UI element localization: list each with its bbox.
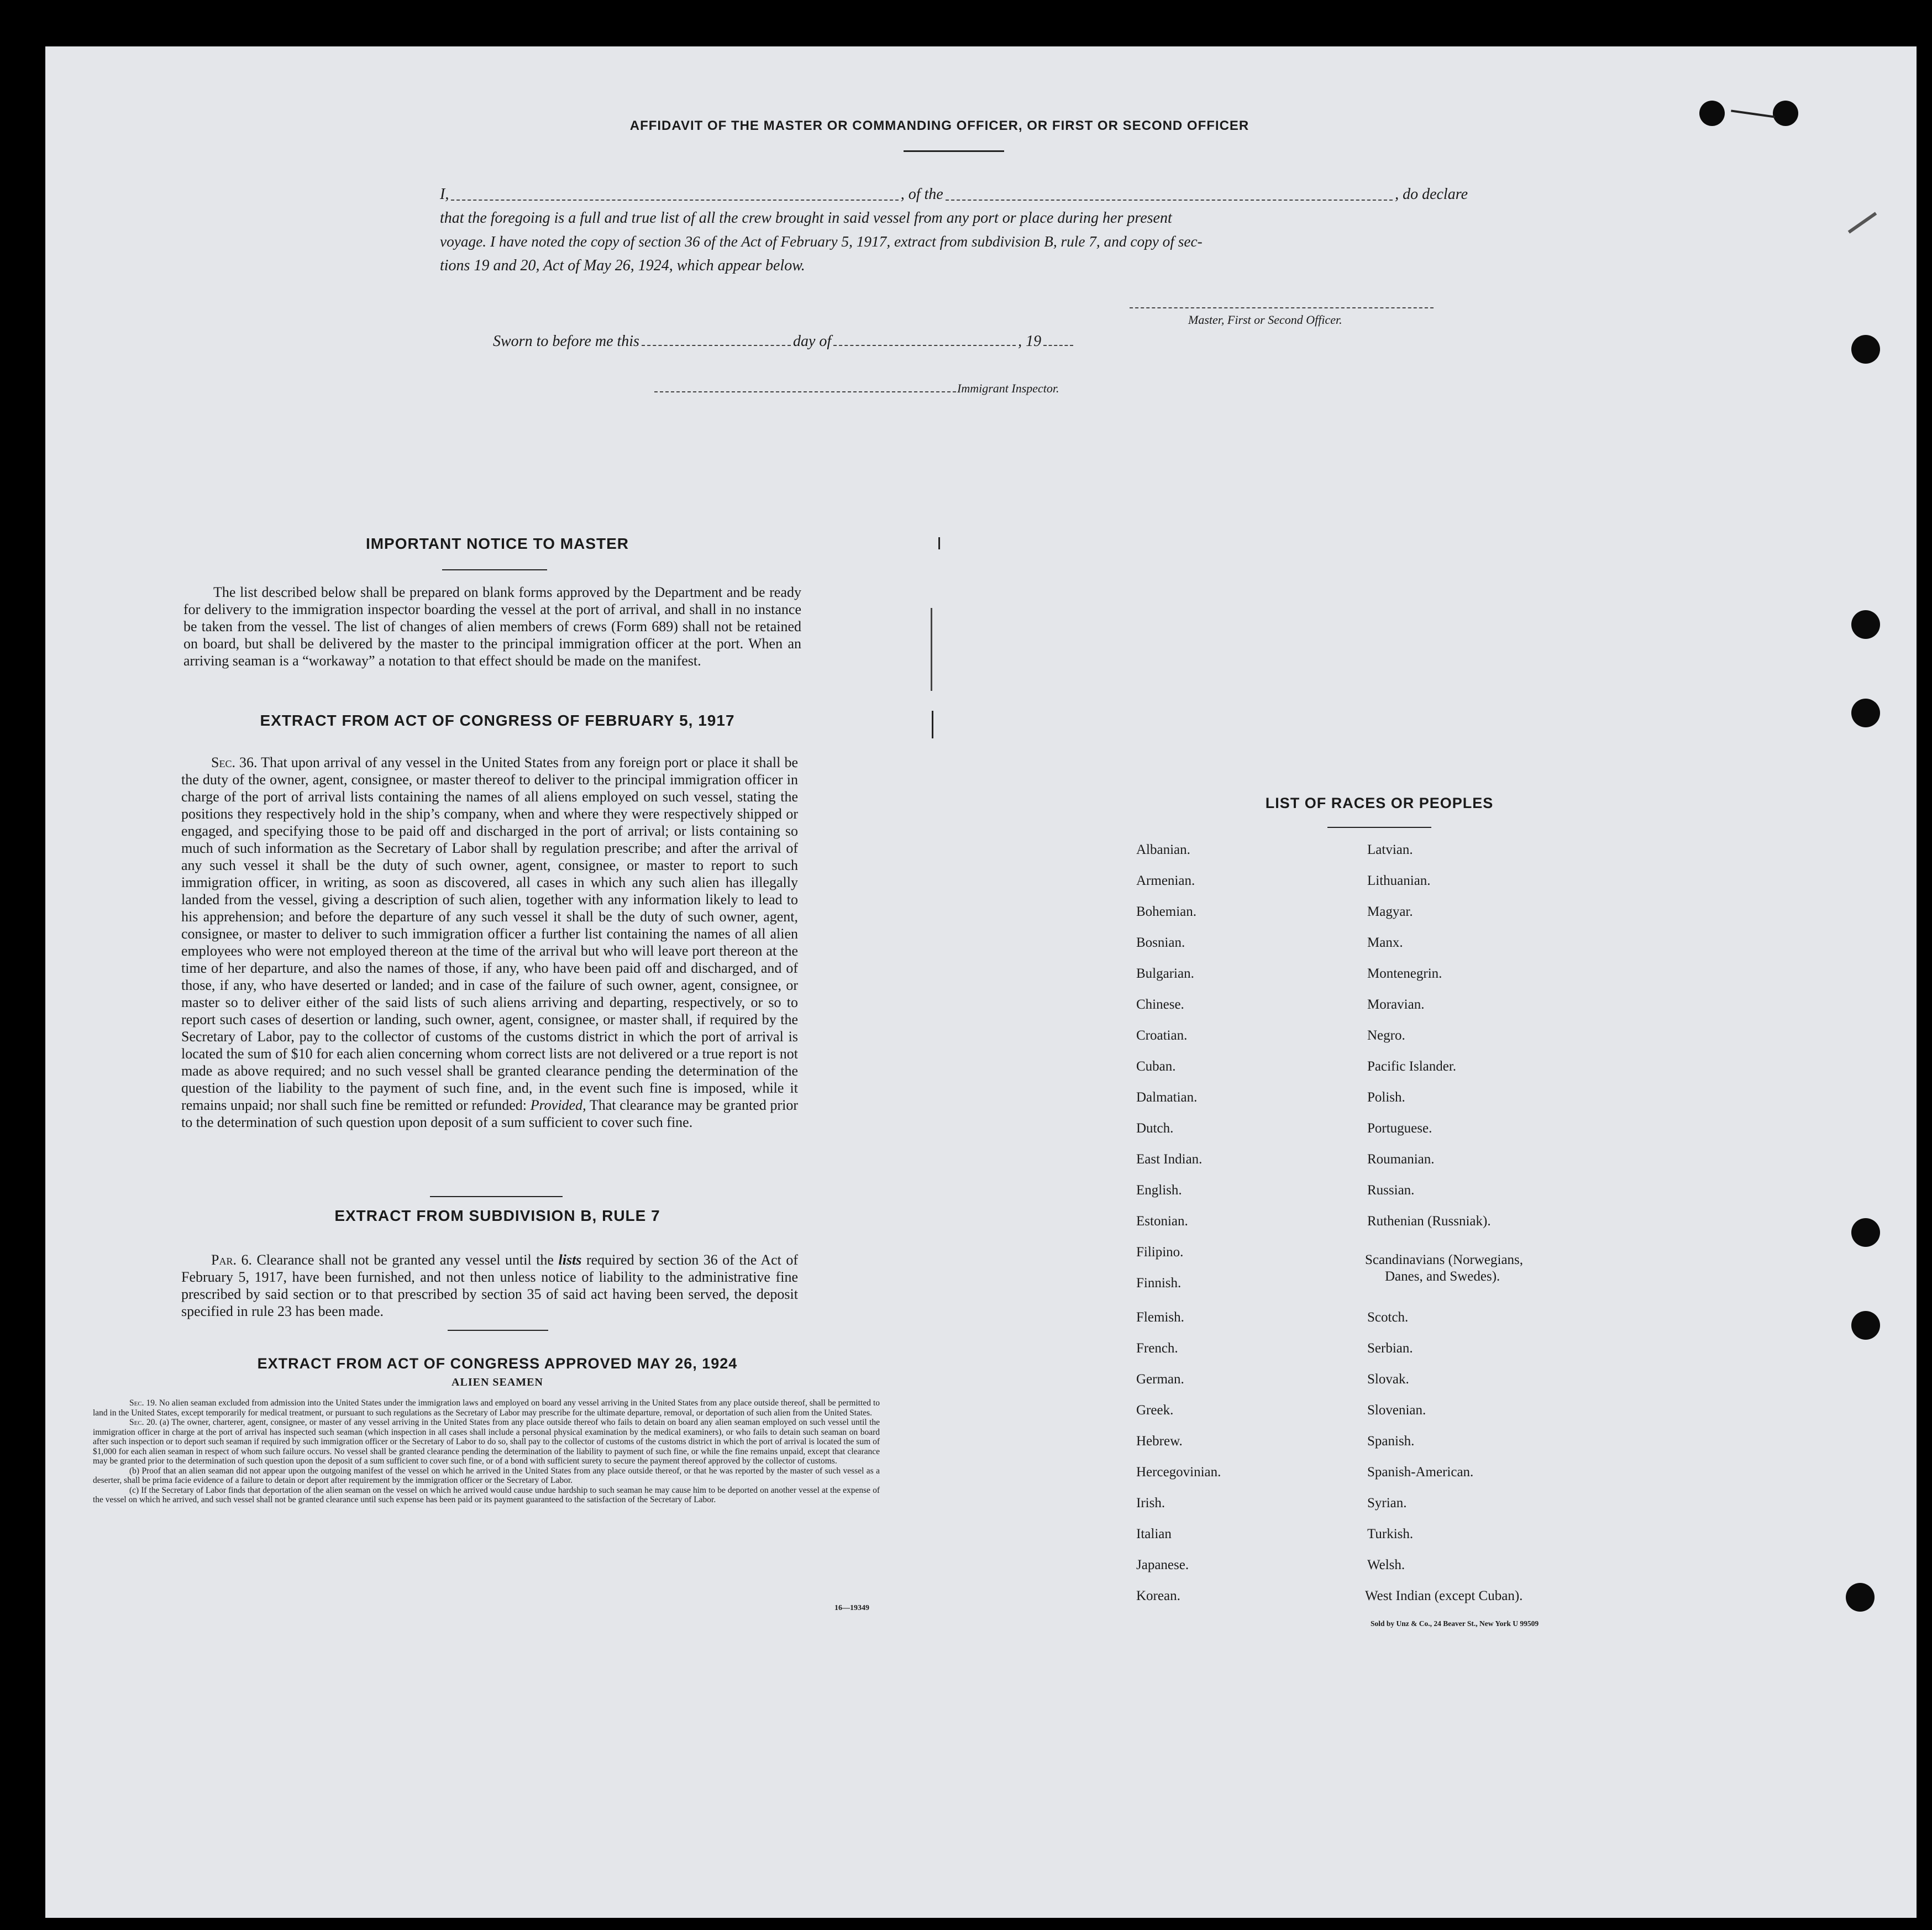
provided-word: Provided,: [530, 1097, 586, 1113]
sworn-year-field[interactable]: [1043, 333, 1073, 346]
sec-36-text-end: That clearance may be granted prior to the determination of such question upon deposit of a sum sufficient to cover such fine.: [181, 1097, 798, 1130]
par-6-text-b: required by section 36 of the Act of February 5, 1917, have been furnished, and not then unless notice of liability to the administrative fine prescribed by said section or to that prescribed by section 35 of said act having been served, the deposit specified in rule 23 has been made.: [181, 1252, 799, 1319]
sec-20b-text: (b) Proof that an alien seaman did not appear upon the outgoing manifest of the vessel on which he arrived in the United States from any place outside thereof, or that he was reported by the master of such vessel as a deserter, shall be prima facie evidence of a failure to detain or deport after requirement by the immigration officer or the Secretary of Labor.: [93, 1466, 880, 1485]
race-item: Spanish-American.: [1367, 1465, 1474, 1480]
race-item: Turkish.: [1367, 1527, 1414, 1541]
par-6-label: Par. 6.: [211, 1252, 252, 1268]
race-item: Flemish.: [1136, 1310, 1184, 1325]
form-number: 16—19349: [834, 1604, 869, 1612]
race-item: Estonian.: [1136, 1214, 1188, 1229]
par-6-text-a: Clearance shall not be granted any vessel until the: [256, 1252, 554, 1268]
vessel-name-field[interactable]: [946, 182, 1393, 201]
race-item: East Indian.: [1136, 1152, 1203, 1167]
race-item: Negro.: [1367, 1028, 1405, 1043]
race-item: Albanian.: [1136, 842, 1190, 857]
affidavit-statement: [440, 182, 1468, 277]
race-item: Finnish.: [1136, 1276, 1182, 1291]
sworn-prefix: Sworn to before me this: [493, 333, 639, 350]
race-item: English.: [1136, 1183, 1182, 1198]
printer-imprint: Sold by Unz & Co., 24 Beaver St., New York U 99509: [1371, 1619, 1539, 1628]
sec-20a-text: (a) The owner, charterer, agent, consignee, or master of any vessel arriving in the United States from any place outside thereof who fails to detain on board any alien seaman employed on such vessel until the immigration officer in charge at the port of arrival has inspected such seaman (which inspection in all cases shall include a personal physical examination by the medical examiners), or who fails to detain such seaman on board after such inspection or to deport such seaman if required by such immigration officer or the Secretary of Labor to do so, shall pay to the collector of customs of the customs district in which the port of arrival is located the sum of $1,000 for each alien seaman in respect of whom such failure occurs. No vessel shall be granted clearance pending the determination of the liability to payment of such fine, or while the fine remains unpaid, except that clearance may be granted prior to the determination of such question upon the deposit of a sum sufficient to cover such fine, or of a bond with sufficient surety to secure the payment thereof approved by the collector of customs.: [93, 1418, 880, 1466]
sworn-month-field[interactable]: [833, 333, 1016, 346]
alien-seamen-subtitle: ALIEN SEAMEN: [452, 1376, 543, 1388]
race-item: Danes, and Swedes).: [1385, 1269, 1500, 1284]
sec-19-label: Sec. 19.: [129, 1398, 157, 1408]
title-underline: [904, 150, 1004, 152]
extract-1917-title: EXTRACT FROM ACT OF CONGRESS OF FEBRUARY 5, 1917: [260, 712, 735, 729]
race-item: Latvian.: [1367, 842, 1413, 857]
punch-hole: [1773, 101, 1798, 126]
race-item: Spanish.: [1367, 1434, 1415, 1449]
punch-hole: [1851, 1311, 1880, 1340]
race-item: Bohemian.: [1136, 904, 1197, 919]
sec-36-label: Sec. 36.: [211, 754, 258, 770]
race-item: Russian.: [1367, 1183, 1415, 1198]
section-divider: [430, 1196, 563, 1197]
race-item: Serbian.: [1367, 1341, 1413, 1356]
master-caption: Master, First or Second Officer.: [1188, 313, 1342, 327]
punch-hole: [1846, 1583, 1875, 1612]
sworn-line: [493, 333, 1151, 350]
races-underline: [1327, 827, 1431, 828]
sec-36-text: That upon arrival of any vessel in the United States from any foreign port or place it shall be the duty of the owner, agent, consignee, or master thereof to deliver to the principal immigration officer in charge of the port of arrival lists containing the names of all aliens employed on such vessel, stating the positions they respectively hold in the ship’s company, when and where they were respectively shipped or engaged, and specifying those to be paid off and discharged in the port of arrival; or lists containing so much of such information as the Secretary of Labor shall by regulation prescribe; and after the arrival of any such vessel it shall be the duty of such owner, agent, consignee, or master to report to such immigration officer, in writing, as soon as discovered, all cases in which any such alien has illegally landed from the vessel, giving a description of such alien, together with any information likely to lead to his apprehension; and before the departure of any such vessel it shall be the duty of such owner, agent, consignee, or master to deliver to such immigration officer a further list containing the names of all alien employees who were not employed thereon at the time of the arrival but who will leave port thereon at the time of her departure, and also the names of those, if any, who have been paid off and discharged, and of those, if any, who have deserted or landed; and in case of the failure of such owner, agent, consignee, or master so to deliver either of the said lists of such aliens arriving and departing, respectively, or so to report such cases of desertion or landing, such owner, agent, consignee, or master shall, if required by the Secretary of Labor, pay to the collector of customs of the customs district in which the port of arrival is located the sum of $10 for each alien concerning whom correct lists are not delivered or a true report is not made as above required; and no such vessel shall be granted clearance pending the determination of the question of the liability to the payment of such fine, and, in the event such fine is imposed, while it remains unpaid; nor shall such fine be remitted or refunded:: [181, 754, 798, 1113]
extract-1924-body: [93, 1398, 880, 1505]
extract-1917-body: [181, 754, 798, 1131]
race-item: Syrian.: [1367, 1496, 1407, 1511]
notice-title: IMPORTANT NOTICE TO MASTER: [365, 535, 629, 552]
race-item: Greek.: [1136, 1403, 1174, 1418]
affidavit-line-2: that the foregoing is a full and true list of all the crew brought in said vessel from any port or place during her present: [440, 209, 1172, 227]
race-item: Hebrew.: [1136, 1434, 1183, 1449]
race-item: Korean.: [1136, 1588, 1180, 1603]
rule7-title: EXTRACT FROM SUBDIVISION B, RULE 7: [334, 1207, 660, 1224]
extract-1924-title: EXTRACT FROM ACT OF CONGRESS APPROVED MAY 26, 1924: [257, 1355, 738, 1372]
inspector-signature-line[interactable]: [654, 391, 956, 392]
punch-hole: [1699, 101, 1725, 126]
race-item: Portuguese.: [1367, 1121, 1432, 1136]
lists-word: lists: [558, 1252, 582, 1268]
fold-mark: [931, 608, 932, 691]
punch-hole: [1851, 610, 1880, 639]
race-item: Dalmatian.: [1136, 1090, 1198, 1105]
affidavit-title: AFFIDAVIT OF THE MASTER OR COMMANDING OFFICER, OR FIRST OR SECOND OFFICER: [629, 118, 1250, 133]
race-item: Armenian.: [1136, 873, 1195, 888]
sec-19-text: No alien seaman excluded from admission into the United States under the immigration laws and employed on board any vessel arriving in the United States from any place outside thereof, shall be permitted to land in the United States, except temporarily for medical treatment, or pursuant to such regulations as the Secretary of Labor may prescribe for the ultimate departure, removal, or deportation of such alien from the United States.: [93, 1398, 880, 1418]
races-title: LIST OF RACES OR PEOPLES: [1265, 795, 1494, 811]
race-item: Croatian.: [1136, 1028, 1188, 1043]
rule7-body: [181, 1251, 798, 1320]
race-item: Montenegrin.: [1367, 966, 1442, 981]
race-item: Filipino.: [1136, 1245, 1184, 1260]
notice-body: The list described below shall be prepared on blank forms approved by the Department and be ready for delivery to the immigration inspector boarding the vessel at the port of arrival, and shall in no instance be taken from the vessel. The list of changes of alien members of crews (Form 689) shall not be retained on board, but shall be delivered by the master to the principal immigration officer at the port. When an arriving seaman is a “workaway” a notation to that effect should be made on the manifest.: [183, 584, 801, 669]
race-item: Manx.: [1367, 935, 1403, 950]
race-item: French.: [1136, 1341, 1178, 1356]
vessel-prefix: , of the: [900, 186, 943, 203]
race-item: Scotch.: [1367, 1310, 1409, 1325]
race-item: Scandinavians (Norwegians,: [1365, 1252, 1524, 1267]
notice-underline: [442, 569, 547, 570]
race-item: Cuban.: [1136, 1059, 1176, 1074]
race-item: German.: [1136, 1372, 1184, 1387]
race-item: Moravian.: [1367, 997, 1425, 1012]
master-signature-line[interactable]: [1130, 307, 1434, 308]
fold-mark: [938, 537, 940, 549]
section-divider: [448, 1330, 548, 1331]
declare-text: , do declare: [1395, 186, 1468, 203]
race-item: Italian: [1136, 1527, 1172, 1541]
race-item: Hercegovinian.: [1136, 1465, 1221, 1480]
affidavit-line-3: voyage. I have noted the copy of section 36 of the Act of February 5, 1917, extract from subdivision B, rule 7, and copy of sec-: [440, 233, 1203, 250]
punch-hole: [1851, 335, 1880, 364]
race-item: Irish.: [1136, 1496, 1166, 1511]
race-item: Dutch.: [1136, 1121, 1174, 1136]
race-item: Welsh.: [1367, 1557, 1405, 1572]
fold-mark: [932, 711, 933, 738]
race-item: Slovak.: [1367, 1372, 1409, 1387]
sec-20-label: Sec. 20.: [129, 1418, 158, 1427]
race-item: Roumanian.: [1367, 1152, 1435, 1167]
punch-hole: [1851, 1218, 1880, 1247]
sworn-day-of: day of: [792, 333, 832, 350]
declarant-name-field[interactable]: [451, 182, 898, 201]
declarant-prefix: I,: [440, 186, 449, 203]
sworn-year-label: , 19: [1018, 333, 1042, 350]
sec-20c-text: (c) If the Secretary of Labor finds that deportation of the alien seaman on the vessel on which he arrived would cause undue hardship to such seaman he may cause him to be deported on another vessel at the expense of the vessel on which he arrived, and such vessel shall not be granted clearance until such expense has been paid or its payment guaranteed to the satisfaction of the Secretary of Labor.: [93, 1485, 880, 1504]
race-item: Magyar.: [1367, 904, 1413, 919]
punch-hole: [1851, 699, 1880, 727]
race-item: Chinese.: [1136, 997, 1184, 1012]
inspector-caption: Immigrant Inspector.: [957, 381, 1059, 395]
race-item: Pacific Islander.: [1367, 1059, 1457, 1074]
sworn-day-field[interactable]: [642, 333, 791, 346]
race-item: Bosnian.: [1136, 935, 1185, 950]
race-item: Bulgarian.: [1136, 966, 1194, 981]
race-item: Polish.: [1367, 1090, 1405, 1105]
race-item: Slovenian.: [1367, 1403, 1426, 1418]
race-item: Japanese.: [1136, 1557, 1189, 1572]
race-item: Lithuanian.: [1367, 873, 1431, 888]
race-item: Ruthenian (Russniak).: [1367, 1214, 1491, 1229]
race-item: West Indian (except Cuban).: [1365, 1588, 1523, 1603]
affidavit-line-4: tions 19 and 20, Act of May 26, 1924, which appear below.: [440, 257, 805, 274]
